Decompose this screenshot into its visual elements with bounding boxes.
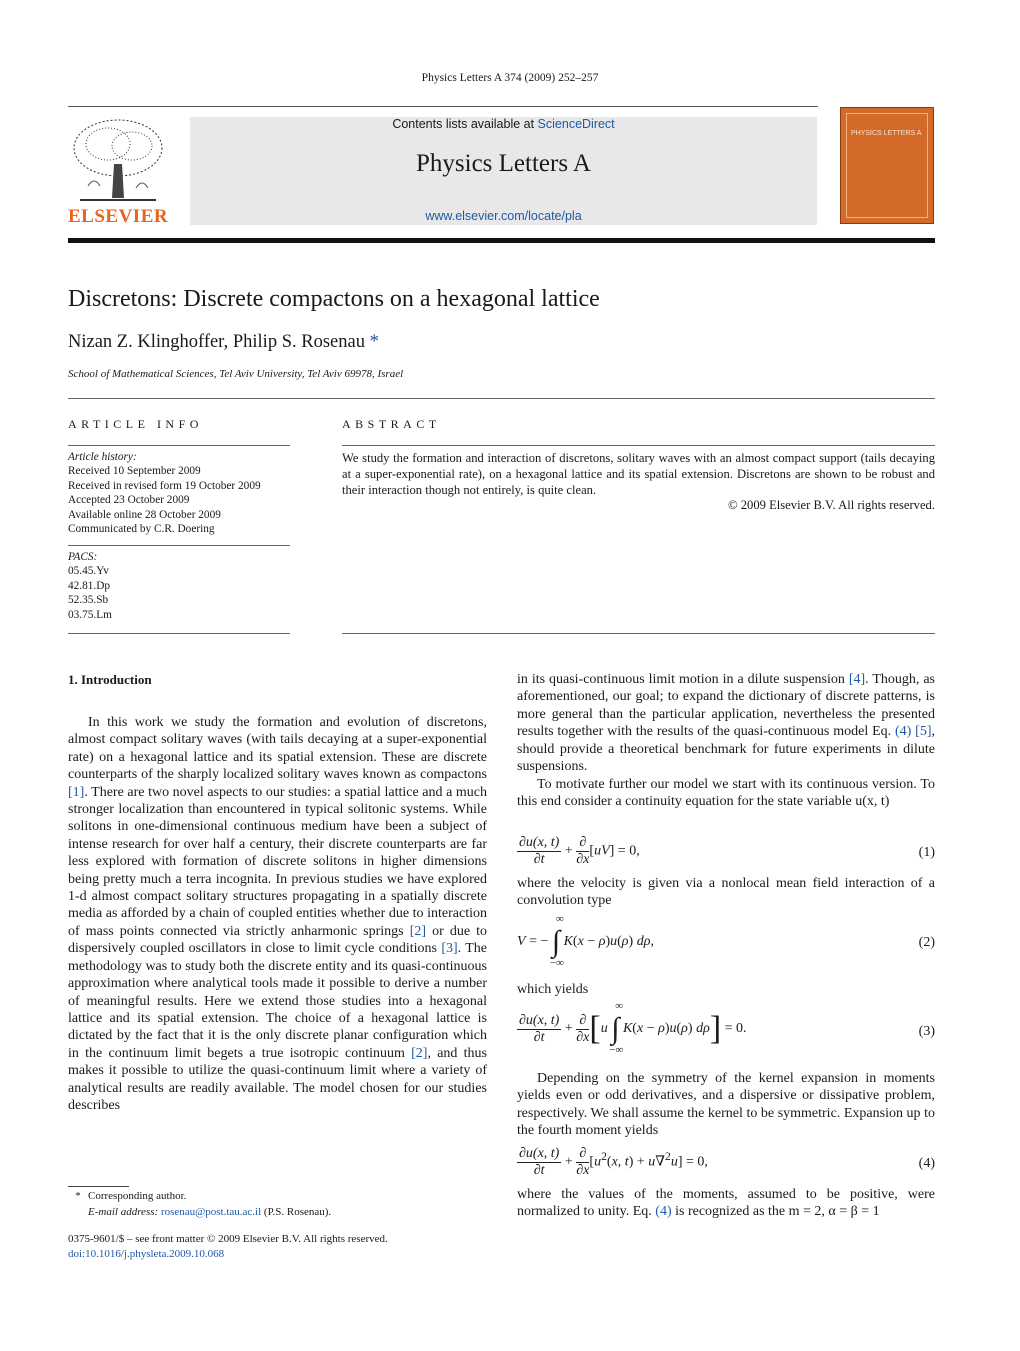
text-run: where the values of the moments, assumed to be positive, were normalized to unity. Eq. bbox=[517, 1187, 935, 1220]
title-rule bbox=[68, 398, 935, 399]
footnote-text: Corresponding author. bbox=[88, 1190, 187, 1202]
right-paragraph-2: To motivate further our model we start with its continuous version. To this end consider a continuity equation for the state variable u(x, t) bbox=[517, 777, 935, 810]
issn-line: 0375-9601/$ – see front matter © 2009 Elsevier B.V. All rights reserved. bbox=[68, 1233, 388, 1245]
history-item: Received in revised form 19 October 2009 bbox=[68, 479, 261, 492]
journal-cover-thumbnail bbox=[840, 107, 934, 224]
frac-d-dx: $\frac{\partial}{\partial x}$ bbox=[576, 835, 590, 867]
equation-4: $\frac{\partial u(x, t)}{\partial t}$ + $\frac{\partial}{\partial x}$ [$u^2(x$, t) + u∇$^2$u] = 0, (4) bbox=[519, 1146, 935, 1178]
history-item: Available online 28 October 2009 bbox=[68, 508, 221, 521]
footnote-email bbox=[88, 1206, 331, 1218]
abstract-text: We study the formation and interaction of discretons, solitary waves with an almost compact support (tails decaying at a super-exponential rate), on a hexagonal lattice and its spatial extension. Discretons are shown to be robust and their interaction though not entirely, is quite clean. bbox=[342, 451, 935, 497]
citation-link[interactable]: [2] bbox=[411, 1045, 428, 1061]
journal-url-link[interactable]: www.elsevier.com/locate/pla bbox=[425, 209, 582, 223]
frac-d-dx: $\frac{\partial}{\partial x}$ bbox=[576, 1012, 590, 1045]
sciencedirect-link[interactable]: ScienceDirect bbox=[537, 117, 615, 131]
contents-line bbox=[190, 117, 817, 131]
section-heading: 1. Introduction bbox=[68, 672, 152, 687]
doi-link[interactable]: doi:10.1016/j.physleta.2009.10.068 bbox=[68, 1247, 225, 1260]
intro-paragraph bbox=[68, 714, 487, 1114]
contents-prefix: Contents lists available at bbox=[392, 117, 538, 131]
equation-3: $\frac{\partial u(x, t)}{\partial t}$ + $\frac{\partial}{\partial x}$ [u ∫ ∞ −∞ K(x − ρ)u(ρ) dρ] = 0. (3) bbox=[519, 1000, 935, 1056]
citation-link[interactable]: [2] bbox=[409, 923, 427, 939]
text-run: . The methodology was to study both the discrete entity and its quasi-continuous approximation where analytical tools made it possible to derive a number of meaningful results. Here we extend those studies into a hexagonal lattice and its spatial extension. The choice of a hexagonal lattice is dictated by the fact that it is the only discrete planar configuration which in the continuum limit begets a true isotropic continuum bbox=[68, 941, 487, 1061]
history-item: Communicated by C.R. Doering bbox=[68, 523, 215, 536]
header-rule bbox=[68, 106, 818, 107]
citation-link[interactable]: [1] bbox=[68, 784, 85, 800]
frac-du-dt: $\frac{\partial u(x, t)}{\partial t}$ bbox=[519, 1146, 560, 1178]
abstract-heading: ABSTRACT bbox=[342, 417, 441, 431]
equation-1: $\frac{\partial u(x, t)}{\partial t}$ + $\frac{\partial}{\partial x}$ [uV] = 0, (1) bbox=[519, 835, 935, 867]
text-run: . Though, as aforementioned, our goal; to expand the dictionary of discrete patterns, is more general than the particular application, nevertheless the presented results together with the results of the quasi-continuous model Eq. bbox=[517, 672, 936, 740]
equation-link[interactable]: (4) bbox=[894, 724, 912, 740]
equation-number: (4) bbox=[918, 1156, 935, 1171]
info-rule-mid bbox=[68, 545, 290, 546]
journal-name: Physics Letters A bbox=[416, 150, 591, 177]
frac-d-dx: $\frac{\partial}{\partial x}$ bbox=[576, 1146, 590, 1178]
affiliation: School of Mathematical Sciences, Tel Aviv University, Tel Aviv 69978, Israel bbox=[68, 368, 404, 380]
info-rule-top bbox=[68, 445, 290, 446]
bottom-meta bbox=[68, 1232, 388, 1261]
equation-number: (2) bbox=[918, 935, 935, 950]
email-suffix: (P.S. Rosenau). bbox=[261, 1206, 332, 1218]
integral-sign: ∫ ∞ −∞ bbox=[549, 913, 564, 969]
author-names: Nizan Z. Klinghoffer, Philip S. Rosenau bbox=[68, 332, 365, 352]
pacs-code: 03.75.Lm bbox=[68, 608, 112, 621]
authors bbox=[68, 332, 379, 353]
text-run: or due to dispersively coupled oscillators in close to limit cycle conditions bbox=[68, 923, 488, 957]
text-run: . There are two novel aspects to our studies: a spatial lattice and a much stronger localization than encountered in typical solitonic systems. While solitons in one-dimensional continuous medium have been a subject of intense research for over half a century, their discrete counterparts are far less explored with formation of discrete solitons in higher dimensions being pretty much a terra incognita. In previous studies we have explored 1-d almost compact solitary structures propagating in a spatially discrete media as afforded by a chain of coupled entities whether due to interaction of mass points connected via strictly anharmonic springs bbox=[68, 784, 487, 939]
footnote-mark: * bbox=[75, 1190, 81, 1202]
text-run: is recognized as the m = 2, α = β = 1 bbox=[671, 1204, 880, 1220]
article-info-heading: ARTICLE INFO bbox=[68, 417, 203, 431]
pacs-code: 42.81.Dp bbox=[68, 579, 111, 592]
journal-citation: Physics Letters A 374 (2009) 252–257 bbox=[421, 72, 599, 84]
equation-number: (1) bbox=[918, 845, 935, 860]
email-link[interactable]: rosenau@post.tau.ac.il bbox=[160, 1206, 262, 1218]
footnote-rule bbox=[68, 1186, 129, 1187]
integral-sign: ∫ ∞ −∞ bbox=[609, 1000, 624, 1056]
corresponding-author-mark[interactable]: * bbox=[369, 332, 379, 352]
text-run: , and thus makes it possible to utilize the quasi-continuum limit where a variety of analytical results are readily available. The model chosen for our studies describes bbox=[68, 1045, 487, 1113]
footnote-corresponding bbox=[68, 1190, 186, 1202]
equation-number: (3) bbox=[918, 1024, 935, 1039]
pacs-list bbox=[68, 550, 112, 622]
email-label: E-mail address: bbox=[88, 1206, 161, 1218]
text-run: in its quasi-continuous limit motion in a dilute suspension bbox=[517, 672, 849, 687]
info-rule-bottom bbox=[68, 633, 290, 634]
citation-link[interactable]: [4] bbox=[848, 672, 866, 687]
pacs-label: PACS: bbox=[68, 551, 98, 563]
citation-link[interactable]: [5] bbox=[915, 724, 932, 740]
right-paragraph-1 bbox=[517, 671, 935, 775]
right-paragraph-3: Depending on the symmetry of the kernel expansion in moments yields even or odd derivatives, and a dispersive or dissipative problem, respectively. We shall assume the kernel to be symmetric. Expansion up to the fourth moment yields bbox=[517, 1071, 935, 1139]
publisher-logo-text: ELSEVIER bbox=[68, 206, 169, 227]
text-after-eq1: where the velocity is given via a nonlocal mean field interaction of a convolution type bbox=[517, 876, 935, 909]
equation-link[interactable]: (4) bbox=[655, 1204, 672, 1220]
pacs-code: 05.45.Yv bbox=[68, 565, 109, 578]
article-title: Discretons: Discrete compactons on a hexagonal lattice bbox=[68, 286, 600, 312]
history-item: Received 10 September 2009 bbox=[68, 465, 201, 478]
text-after-eq2: which yields bbox=[517, 982, 589, 997]
abstract-copyright: © 2009 Elsevier B.V. All rights reserved. bbox=[728, 498, 935, 512]
cover-title: PHYSICS LETTERS A bbox=[851, 130, 922, 137]
history-item: Accepted 23 October 2009 bbox=[68, 494, 190, 507]
frac-du-dt: $\frac{\partial u(x, t)}{\partial t}$ bbox=[519, 835, 560, 867]
text-run: , should provide a theoretical benchmark for future experiments in dilute suspensions. bbox=[517, 724, 935, 775]
pacs-code: 52.35.Sb bbox=[68, 594, 109, 607]
header-thick-rule bbox=[68, 238, 935, 243]
text-run: In this work we study the formation and evolution of discretons, almost compact solitary waves (with tails decaying at a super-exponential rate) on a hexagonal lattice and its spatial extension. These are discrete counterparts of the sharply localized solitary waves known as compactons bbox=[68, 715, 487, 783]
abstract-rule-bottom bbox=[342, 633, 935, 634]
equation-2: V = − ∫ ∞ −∞ K(x − ρ)u(ρ) dρ, (2) bbox=[517, 913, 935, 969]
frac-du-dt: $\frac{\partial u(x, t)}{\partial t}$ bbox=[519, 1012, 560, 1045]
citation-link[interactable]: [3] bbox=[441, 941, 458, 957]
text-after-eq4 bbox=[517, 1186, 935, 1221]
history-label: Article history: bbox=[68, 451, 137, 463]
article-history bbox=[68, 450, 261, 536]
cover-frame bbox=[846, 113, 928, 218]
abstract-rule-top bbox=[342, 445, 935, 446]
